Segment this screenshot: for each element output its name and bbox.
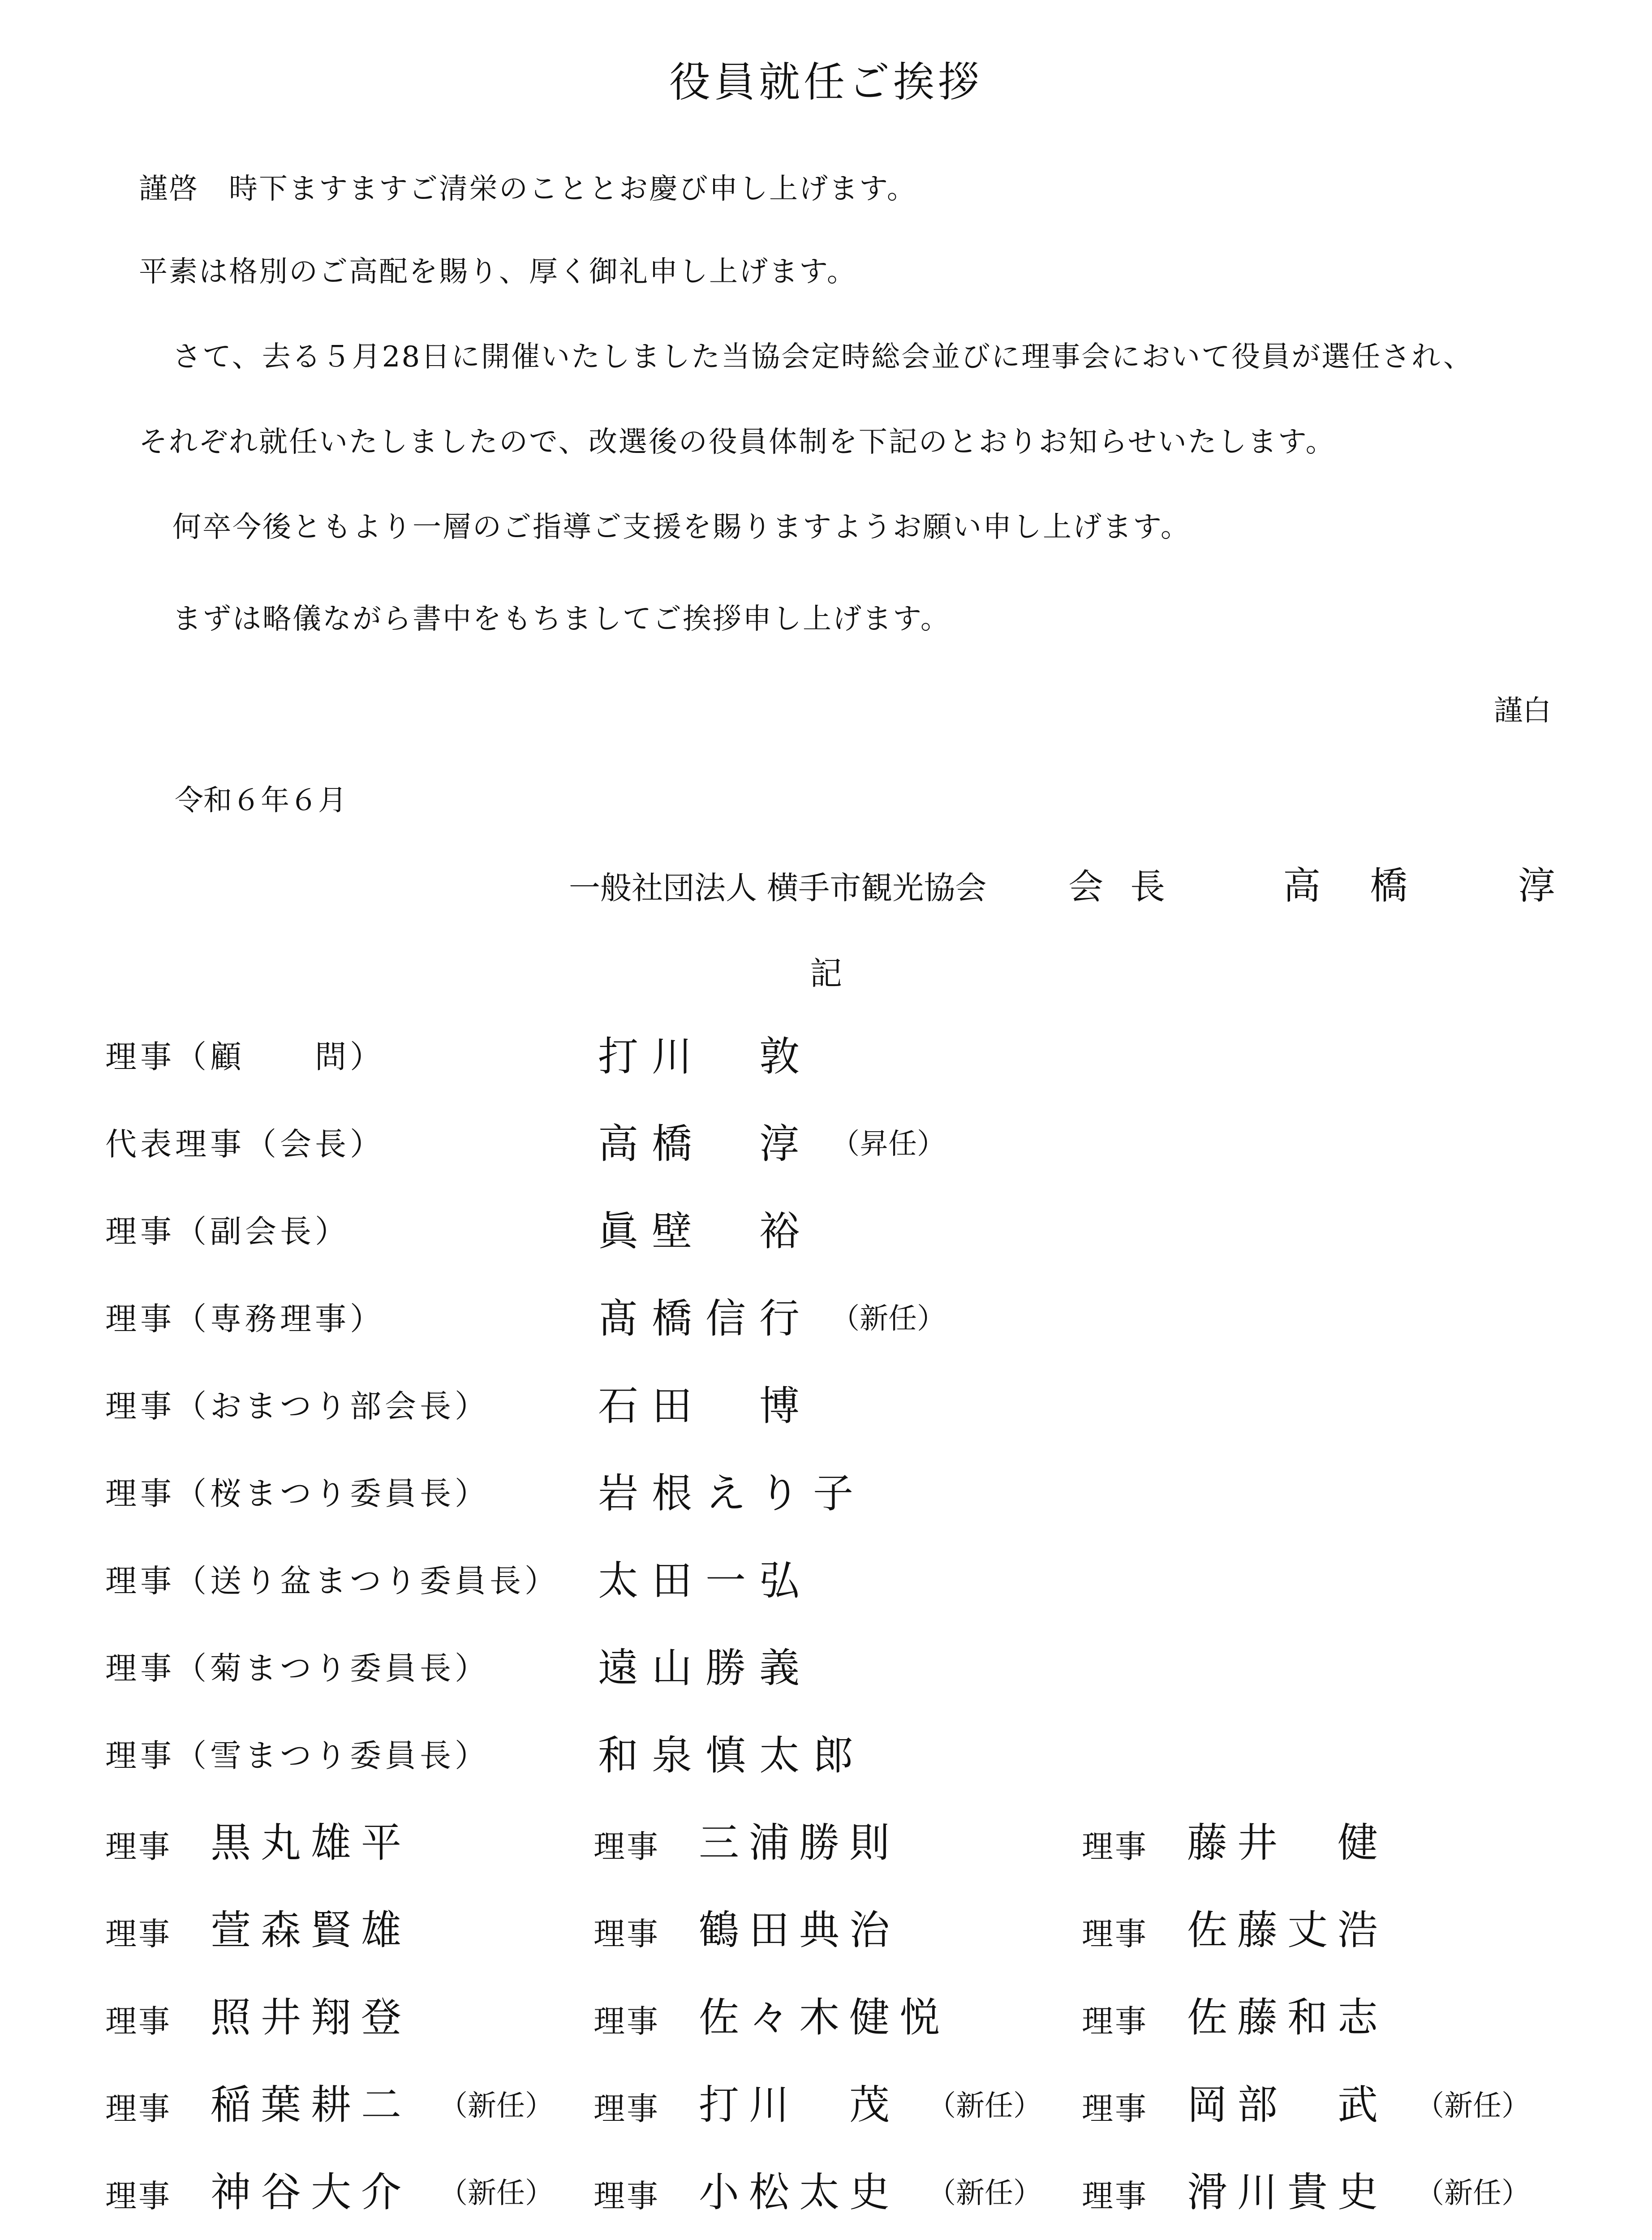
director-entry bbox=[594, 1810, 1077, 1864]
officer-row bbox=[105, 1286, 1180, 1340]
director-entry bbox=[1082, 1985, 1566, 2041]
director-name: 打川 茂 bbox=[699, 2081, 899, 2128]
officer-role: 理事（副会長） bbox=[105, 1213, 350, 1250]
officer-name: 太田一弘 bbox=[598, 1557, 813, 1604]
director-label: 理事 bbox=[594, 2178, 660, 2214]
director-name: 滑川貴史 bbox=[1187, 2169, 1388, 2216]
director-name: 神谷大介 bbox=[211, 2169, 411, 2216]
director-name: 稲葉耕二 bbox=[211, 2081, 411, 2128]
director-name: 岡部 武 bbox=[1187, 2081, 1388, 2128]
director-entry bbox=[105, 2159, 589, 2216]
director-entry bbox=[594, 2159, 1077, 2216]
officer-role: 代表理事（会長） bbox=[105, 1126, 385, 1163]
director-entry bbox=[594, 2072, 1077, 2126]
director-row bbox=[105, 2072, 1583, 2126]
officer-role: 理事（送り盆まつり委員長） bbox=[105, 1563, 559, 1599]
officer-role: 理事（菊まつり委員長） bbox=[105, 1650, 490, 1687]
director-note: （新任） bbox=[1415, 2177, 1530, 2210]
officer-row bbox=[105, 1373, 1180, 1430]
director-label: 理事 bbox=[1082, 2003, 1148, 2040]
director-entry bbox=[594, 1985, 1077, 2041]
director-label: 理事 bbox=[594, 1916, 660, 1952]
director-label: 理事 bbox=[105, 1828, 172, 1865]
director-label: 理事 bbox=[105, 2003, 172, 2040]
letter-date: 令和６年６月 bbox=[175, 784, 347, 817]
director-label: 理事 bbox=[105, 2178, 172, 2214]
director-entry bbox=[1082, 1810, 1566, 1864]
officer-row bbox=[105, 1460, 1180, 1517]
director-note: （新任） bbox=[1415, 2089, 1530, 2123]
director-note: （新任） bbox=[439, 2089, 554, 2123]
director-name: 三浦勝則 bbox=[699, 1819, 899, 1866]
officer-name: 高橋 淳 bbox=[598, 1120, 813, 1167]
director-note: （新任） bbox=[927, 2177, 1042, 2210]
director-row bbox=[105, 1810, 1583, 1864]
director-name: 鶴田典治 bbox=[699, 1907, 899, 1954]
officer-row bbox=[105, 1548, 1180, 1602]
officer-name: 石田 博 bbox=[598, 1383, 813, 1430]
director-entry bbox=[1082, 2072, 1566, 2126]
director-name: 萱森賢雄 bbox=[211, 1907, 411, 1954]
director-label: 理事 bbox=[105, 2090, 172, 2127]
officer-row bbox=[105, 1198, 1180, 1255]
closing-remark: 謹白 bbox=[1494, 694, 1551, 728]
director-row bbox=[105, 2159, 1583, 2216]
director-entry bbox=[105, 1810, 589, 1864]
sender-position: 会長 bbox=[1068, 867, 1192, 907]
director-row bbox=[105, 1985, 1583, 2041]
director-name: 黒丸雄平 bbox=[211, 1819, 411, 1866]
director-name: 小松太史 bbox=[699, 2169, 899, 2216]
officer-row bbox=[105, 1024, 1180, 1080]
director-entry bbox=[105, 1985, 589, 2041]
director-name: 佐々木健悦 bbox=[699, 1994, 950, 2041]
director-label: 理事 bbox=[1082, 2178, 1148, 2214]
sender-name: 高橋 淳 bbox=[1283, 864, 1605, 908]
director-entry bbox=[105, 2072, 589, 2126]
officer-row bbox=[105, 1635, 1180, 1692]
director-label: 理事 bbox=[1082, 1828, 1148, 1865]
document-title: 役員就任ご挨拶 bbox=[669, 58, 983, 106]
sender-block bbox=[569, 856, 1605, 910]
director-label: 理事 bbox=[594, 2090, 660, 2127]
director-label: 理事 bbox=[105, 1916, 172, 1952]
director-name: 藤井 健 bbox=[1187, 1819, 1388, 1866]
greeting-line-3: さて、去る５月28日に開催いたしました当協会定時総会並びに理事会において役員が選任され、 bbox=[172, 340, 1473, 374]
director-note: （新任） bbox=[927, 2089, 1042, 2123]
officer-name: 和泉慎太郎 bbox=[598, 1732, 867, 1779]
officer-name: 岩根えり子 bbox=[598, 1470, 867, 1517]
director-row bbox=[105, 1897, 1583, 1954]
director-label: 理事 bbox=[594, 2003, 660, 2040]
officer-role: 理事（専務理事） bbox=[105, 1301, 385, 1337]
sender-organization: 一般社団法人 横手市観光協会 bbox=[569, 870, 987, 906]
officer-role: 理事（桜まつり委員長） bbox=[105, 1475, 490, 1512]
greeting-line-6: まずは略儀ながら書中をもちましてご挨拶申し上げます。 bbox=[172, 603, 951, 636]
director-name: 佐藤和志 bbox=[1187, 1994, 1388, 2041]
ki-heading: 記 bbox=[809, 955, 842, 992]
director-entry bbox=[1082, 1897, 1566, 1954]
director-entry bbox=[1082, 2159, 1566, 2216]
officer-role: 理事（顧 問） bbox=[105, 1038, 385, 1075]
director-entry bbox=[594, 1897, 1077, 1954]
officer-role: 理事（雪まつり委員長） bbox=[105, 1737, 490, 1774]
officer-role: 理事（おまつり部会長） bbox=[105, 1388, 490, 1425]
director-label: 理事 bbox=[1082, 1916, 1148, 1952]
officer-note: （新任） bbox=[831, 1302, 946, 1335]
director-name: 佐藤丈浩 bbox=[1187, 1907, 1388, 1954]
director-name: 照井翔登 bbox=[211, 1994, 411, 2041]
officer-name: 髙橋信行 bbox=[598, 1295, 813, 1342]
greeting-line-2: 平素は格別のご高配を賜り、厚く御礼申し上げます。 bbox=[139, 255, 857, 289]
director-note: （新任） bbox=[439, 2177, 554, 2210]
director-entry bbox=[105, 1897, 589, 1954]
officer-row bbox=[105, 1111, 1180, 1165]
officer-note: （昇任） bbox=[831, 1128, 946, 1161]
greeting-line-1: 謹啓 時下ますますご清栄のこととお慶び申し上げます。 bbox=[139, 172, 917, 206]
greeting-line-5: 何卒今後ともより一層のご指導ご支援を賜りますようお願い申し上げます。 bbox=[172, 511, 1191, 544]
officer-name: 打川 敦 bbox=[598, 1033, 813, 1080]
officer-name: 遠山勝義 bbox=[598, 1645, 813, 1692]
greeting-line-4: それぞれ就任いたしましたので、改選後の役員体制を下記のとおりお知らせいたします。 bbox=[139, 426, 1336, 459]
director-label: 理事 bbox=[594, 1828, 660, 1865]
officer-name: 眞壁 裕 bbox=[598, 1208, 813, 1255]
officer-row bbox=[105, 1723, 1180, 1779]
director-label: 理事 bbox=[1082, 2090, 1148, 2127]
